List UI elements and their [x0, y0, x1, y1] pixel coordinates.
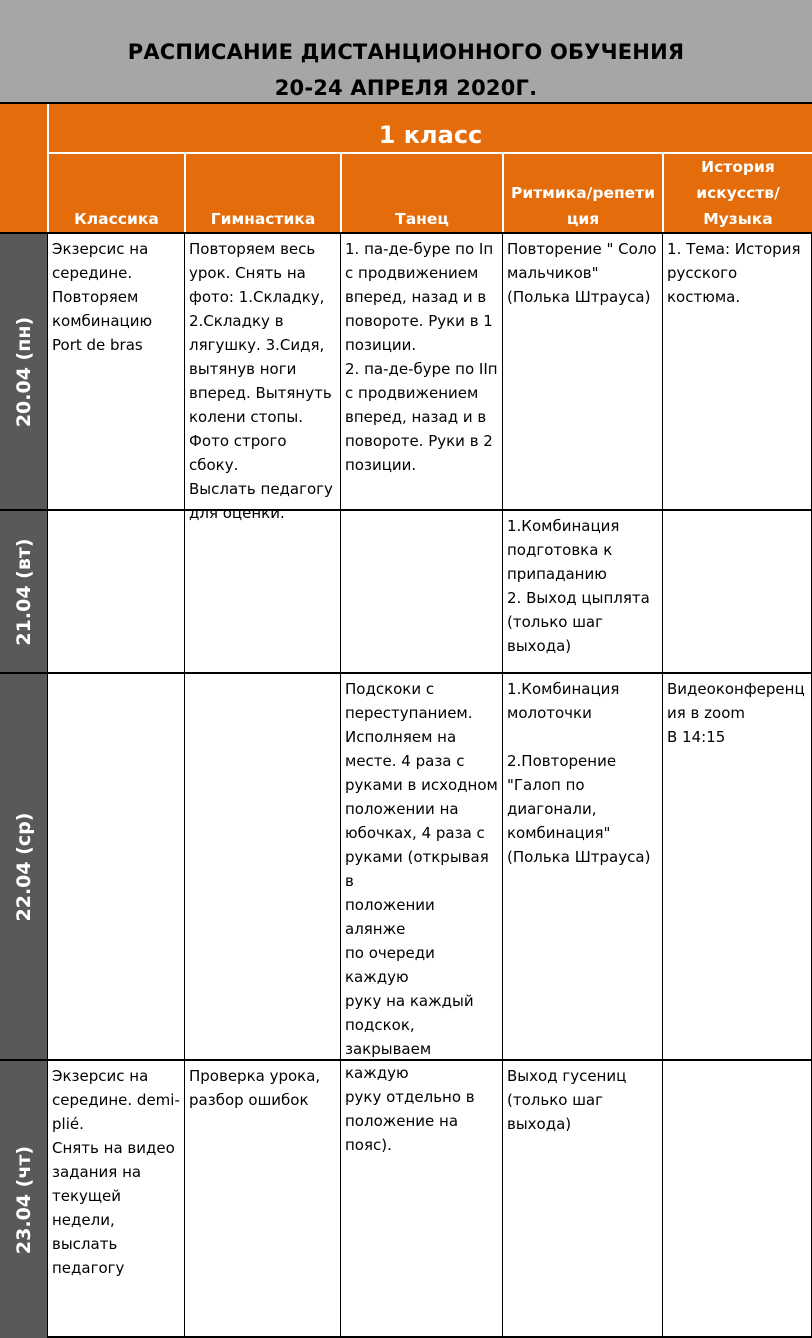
day-label: 23.04 (чт) — [12, 1145, 35, 1254]
schedule-cell: Повторяем весь урок. Снять на фото: 1.Складку, 2.Складку в лягушку. 3.Сидя, вытянув ноги вперед. Вытянуть колени стопы. Фото строго сбоку. Выслать педагогу для оценки. — [184, 232, 340, 509]
column-header-line: Классика — [74, 210, 159, 228]
day-label-row — [0, 232, 47, 509]
column-header-art-history — [662, 154, 812, 232]
schedule-cell: Повторение " Соло мальчиков" (Полька Штрауса) — [502, 232, 662, 509]
day-label: 20.04 (пн) — [12, 316, 35, 427]
column-header-dance — [340, 154, 502, 232]
day-label-row — [0, 509, 47, 672]
schedule-cell — [340, 509, 502, 672]
schedule-cell — [662, 1059, 812, 1338]
column-header-classic — [47, 154, 184, 232]
schedule-cell — [184, 672, 340, 1059]
header-corner — [0, 104, 47, 232]
schedule-cell: Подскоки с переступанием. Исполняем на месте. 4 раза с руками в исходном положении на юбочках, 4 раза с руками (открывая в положении алянже по очереди каждую руку на каждый подскок, закрываем каждую руку отдельно в положение на пояс). — [340, 672, 502, 1059]
column-header-rhythmics — [502, 154, 662, 232]
title-line-1: РАСПИСАНИЕ ДИСТАНЦИОННОГО ОБУЧЕНИЯ — [127, 40, 685, 64]
day-label: 21.04 (вт) — [12, 537, 35, 646]
column-header-line: искусств/ — [696, 184, 780, 202]
class-label: 1 класс — [47, 104, 812, 154]
schedule-cell: 1.Комбинация подготовка к припаданию 2. Выход цыплята (только шаг выхода) — [502, 509, 662, 672]
schedule-cell: 1. Тема: История русского костюма. — [662, 232, 812, 509]
day-label: 22.04 (ср) — [12, 812, 35, 921]
schedule-cell — [340, 1059, 502, 1338]
schedule-cell: Экзерсис на середине. Повторяем комбинацию Port de bras — [47, 232, 184, 509]
title-band — [0, 0, 812, 104]
schedule-cell — [47, 672, 184, 1059]
schedule-cell: Выход гусениц (только шаг выхода) — [502, 1059, 662, 1338]
column-header-line: Ритмика/репети — [510, 184, 656, 202]
day-label-row — [0, 1059, 47, 1338]
schedule-cell — [184, 509, 340, 672]
column-header-gymnastics — [184, 154, 340, 232]
column-header-line: Гимнастика — [210, 210, 316, 228]
column-header-line: ция — [566, 210, 600, 228]
schedule-cell — [662, 509, 812, 672]
schedule-cell: 1. па-де-буре по Iп с продвижением вперед, назад и в повороте. Руки в 1 позиции. 2. па-де-буре по IIп с продвижением вперед, назад и в повороте. Руки в 2 позиции. — [340, 232, 502, 509]
schedule-cell: Проверка урока, разбор ошибок — [184, 1059, 340, 1338]
column-header-line: Музыка — [703, 210, 773, 228]
schedule-cell: Экзерсис на середине. demi- plié. Снять на видео задания на текущей недели, выслать педагогу — [47, 1059, 184, 1338]
schedule-cell: 1.Комбинация молоточки 2.Повторение "Галоп по диагонали, комбинация" (Полька Штрауса) — [502, 672, 662, 1059]
title-line-2: 20-24 АПРЕЛЯ 2020Г. — [274, 76, 538, 100]
schedule-cell: Видеоконференц ия в zoom В 14:15 — [662, 672, 812, 1059]
column-header-line: Танец — [395, 210, 449, 228]
schedule-cell — [47, 509, 184, 672]
day-label-row — [0, 672, 47, 1059]
column-header-line: История — [701, 158, 775, 176]
